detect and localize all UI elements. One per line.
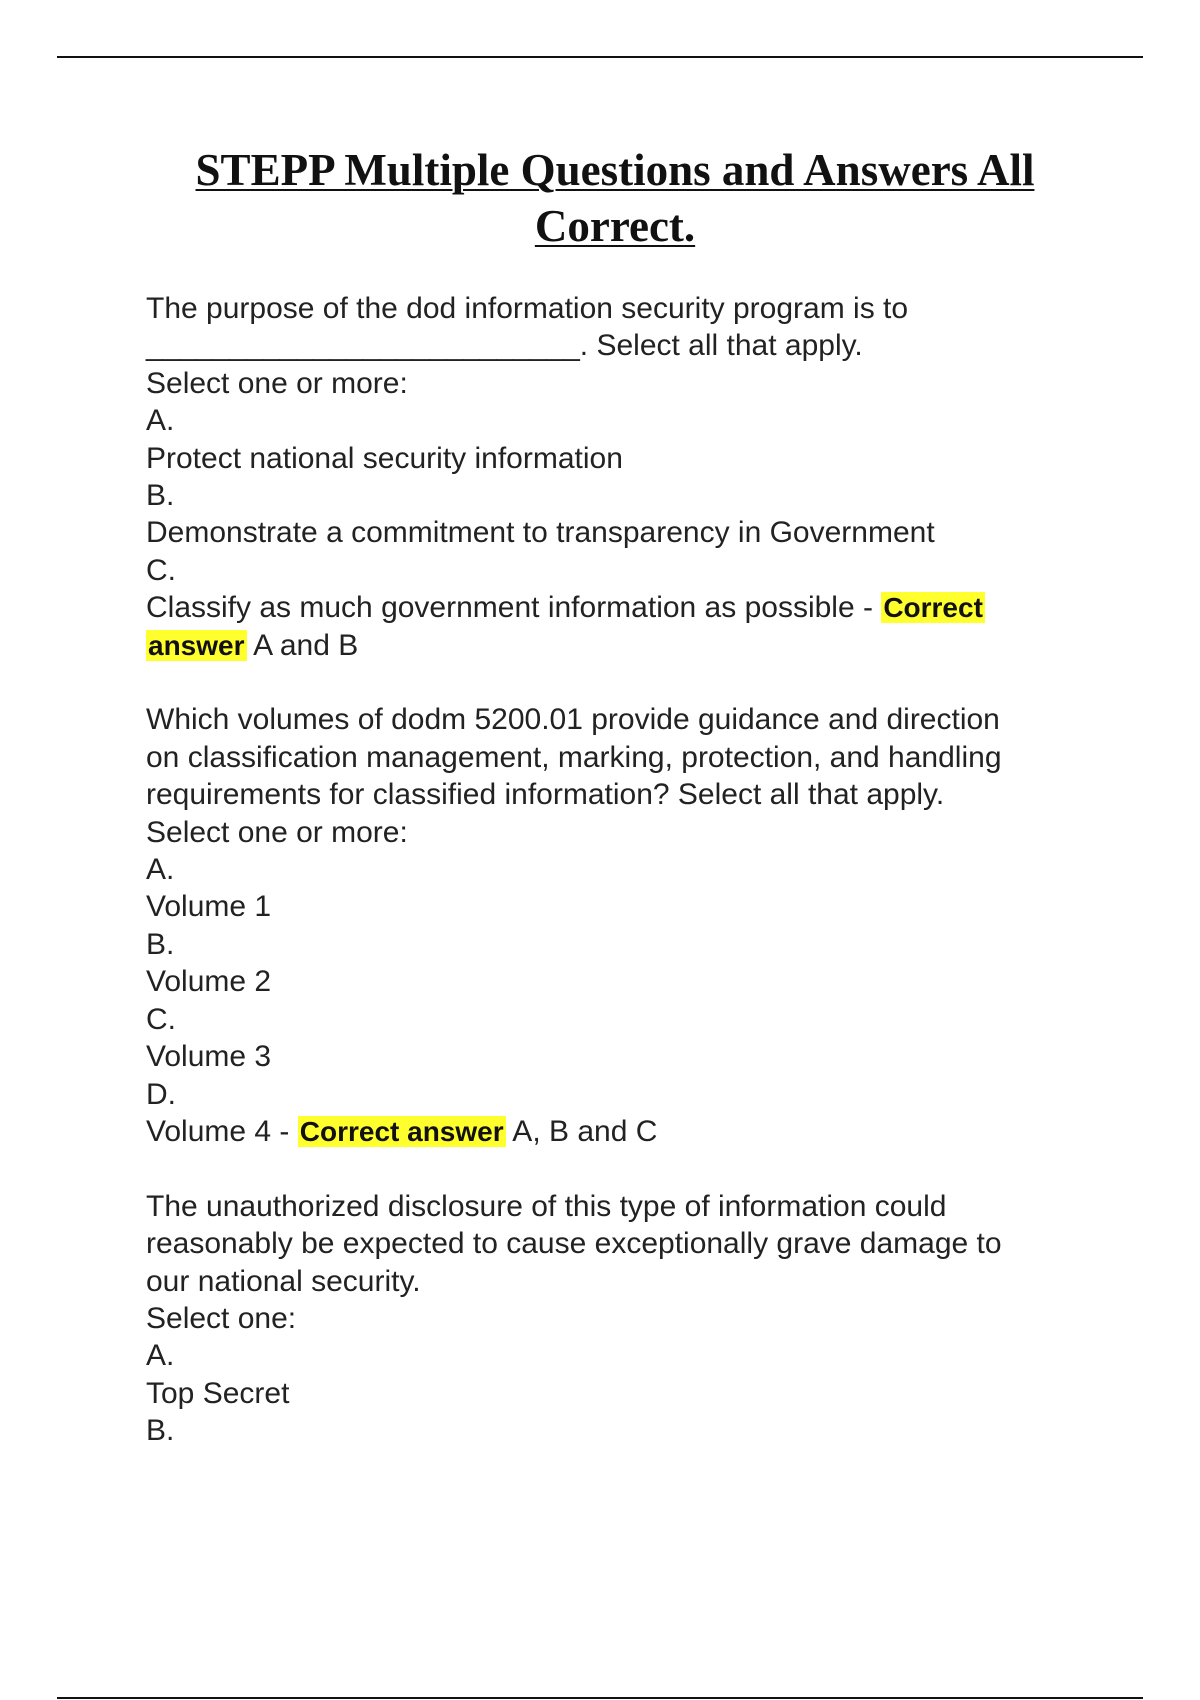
title-line-2: Correct. [534,201,696,251]
option-letter: B. [146,479,175,513]
question-1 [146,290,1086,664]
option-letter: B. [146,1414,175,1448]
option-text: Top Secret [146,1376,290,1410]
option-text: Volume 4 - [146,1114,298,1148]
option-letter: A. [146,1339,175,1373]
option-text: Demonstrate a commitment to transparency in Government [146,516,935,550]
correct-answer-text: A, B and C [505,1114,658,1148]
question-2-prompt-line-2: on classification management, marking, protection, and handling [146,740,1002,774]
question-2-prompt-line-1: Which volumes of dodm 5200.01 provide guidance and direction [146,703,1000,737]
option-answer-line [146,589,1086,626]
question-2-prompt-line-3: requirements for classified information? Select all that apply. [146,778,945,812]
question-3 [146,1188,1086,1450]
question-3-instruction: Select one: [146,1301,297,1335]
correct-answer-highlight: answer [148,629,245,661]
option-text: Protect national security information [146,441,623,475]
option-letter: C. [146,1002,176,1036]
question-2-instruction: Select one or more: [146,815,408,849]
option-letter: C. [146,553,176,587]
question-3-prompt-line-2: reasonably be expected to cause exceptionally grave damage to [146,1227,1002,1261]
question-2 [146,701,1086,1150]
option-letter: A. [146,404,175,438]
title-line-1: STEPP Multiple Questions and Answers All [195,145,1035,195]
question-3-prompt-line-3: our national security. [146,1264,421,1298]
option-text: Volume 3 [146,1040,272,1074]
correct-answer-highlight: Correct answer [299,1115,504,1147]
correct-answer-text: A and B [246,628,359,662]
footer-rule [57,1697,1143,1699]
option-text: Classify as much government information as possible - [146,591,882,625]
option-text: Volume 2 [146,965,272,999]
option-text: Volume 1 [146,890,272,924]
document-body [146,290,1086,1450]
correct-answer-highlight: Correct [883,592,983,624]
question-1-instruction: Select one or more: [146,366,408,400]
header-rule [57,56,1143,58]
option-answer-line [146,1113,1086,1150]
document-title [120,142,1110,254]
answer-line [146,627,1086,664]
question-3-prompt-line-1: The unauthorized disclosure of this type of information could [146,1189,947,1223]
question-1-prompt-line-2: __________________________. Select all that apply. [146,329,863,363]
option-letter: B. [146,927,175,961]
option-letter: A. [146,853,175,887]
option-letter: D. [146,1077,176,1111]
question-1-prompt-line-1: The purpose of the dod information security program is to [146,292,909,325]
